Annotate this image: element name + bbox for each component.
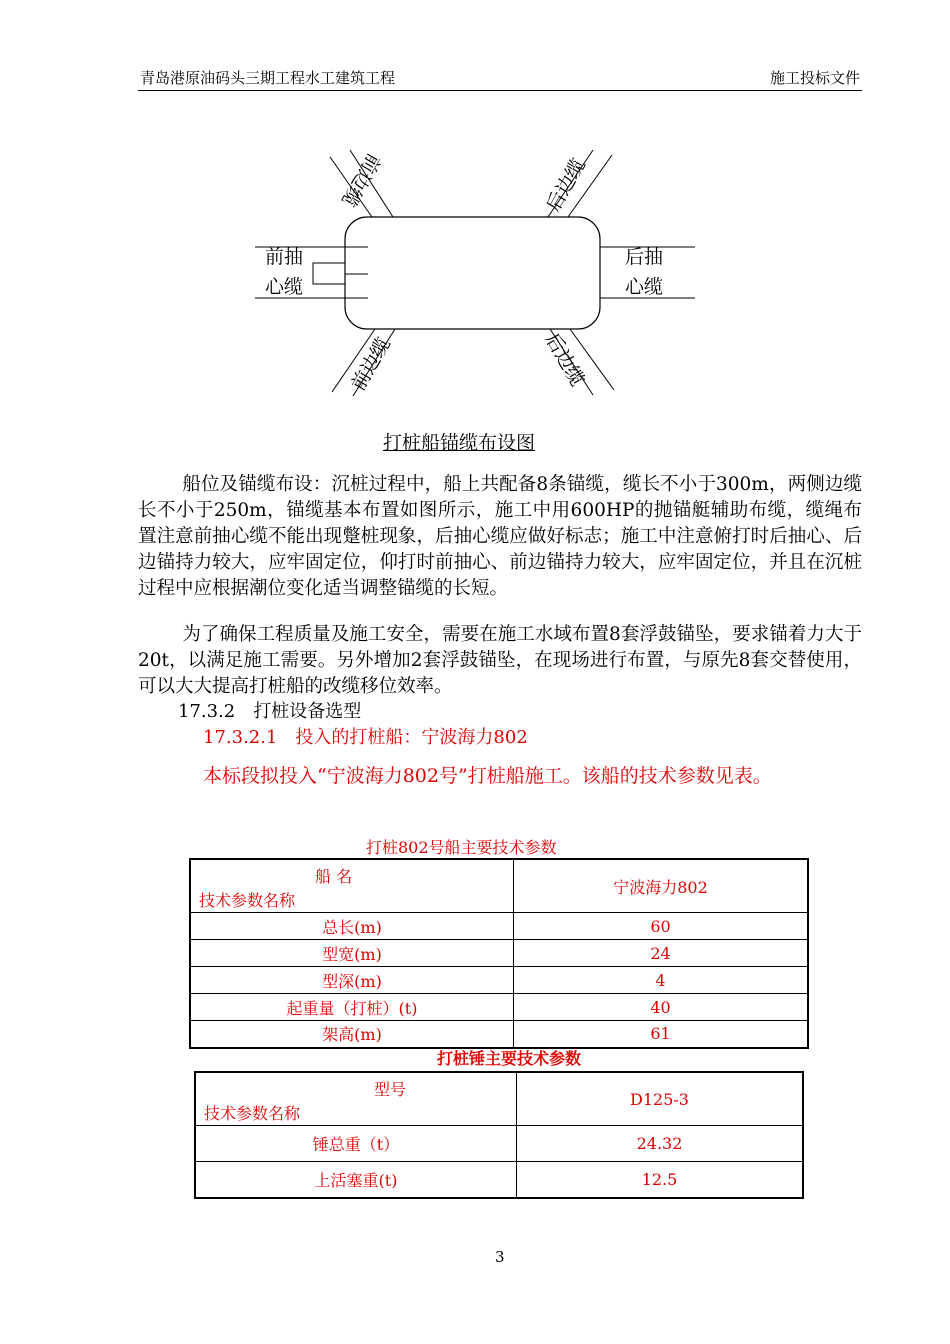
section-heading-equipment: 17.3.2 打桩设备选型 bbox=[178, 701, 362, 722]
table-row bbox=[190, 994, 808, 1021]
paragraph-buoy-anchors: 为了确保工程质量及施工安全，需要在施工水域布置8套浮鼓锚坠，要求锚着力大于20t，以满足施工需要。另外增加2套浮鼓锚坠，在现场进行布置，与原先8套交替使用，可以大大提高打桩船的改缆移位效率。 bbox=[138, 624, 862, 697]
param-value: 24 bbox=[514, 940, 809, 967]
label-front-side-bottom: 前边缆 bbox=[347, 334, 395, 395]
table-header-label-cell bbox=[190, 859, 514, 913]
label-rear-center-1: 后抽 bbox=[625, 246, 664, 268]
header-top-label: 型号 bbox=[374, 1080, 407, 1099]
param-name: 起重量（打桩）(t) bbox=[190, 994, 514, 1021]
table-header-label-cell bbox=[195, 1072, 517, 1126]
header-bottom-label: 技术参数名称 bbox=[204, 1104, 301, 1123]
table-header-row bbox=[190, 859, 808, 913]
table-row bbox=[190, 1021, 808, 1048]
table-header-row bbox=[195, 1072, 803, 1126]
label-rear-side-bottom: 后边缆 bbox=[540, 329, 589, 390]
label-rear-center-2: 心缆 bbox=[625, 276, 664, 298]
param-name: 总长(m) bbox=[190, 913, 514, 940]
label-rear-side-top: 后边缆 bbox=[542, 155, 590, 216]
param-value: 24.32 bbox=[517, 1126, 804, 1162]
param-name: 锤总重（t） bbox=[195, 1126, 517, 1162]
table-row bbox=[195, 1126, 803, 1162]
header-title: 青岛港原油码头三期工程水工建筑工程 bbox=[140, 69, 396, 87]
param-name: 型深(m) bbox=[190, 967, 514, 994]
param-value: 40 bbox=[514, 994, 809, 1021]
section-heading-pile-vessel: 17.3.2.1 投入的打桩船：宁波海力802 bbox=[203, 727, 528, 748]
page-number: 3 bbox=[495, 1248, 505, 1266]
param-value: 61 bbox=[514, 1021, 809, 1048]
param-name: 型宽(m) bbox=[190, 940, 514, 967]
vessel-body bbox=[345, 217, 600, 329]
table-row bbox=[190, 967, 808, 994]
table1-caption: 打桩802号船主要技术参数 bbox=[366, 838, 557, 857]
table-row bbox=[195, 1162, 803, 1198]
label-front-side-top: 前边缆 bbox=[337, 149, 385, 210]
header-value-cell: 宁波海力802 bbox=[514, 859, 809, 913]
front-center-cable-bridge bbox=[313, 263, 345, 284]
header-bottom-label: 技术参数名称 bbox=[199, 891, 296, 910]
table-row bbox=[190, 940, 808, 967]
param-name: 上活塞重(t) bbox=[195, 1162, 517, 1198]
param-value: 12.5 bbox=[517, 1162, 804, 1198]
paragraph-anchor-layout: 船位及锚缆布设：沉桩过程中，船上共配备8条锚缆，缆长不小于300m，两侧边缆长不小于250m，锚缆基本布置如图所示，施工中用600HP的抛锚艇辅助布缆，缆绳布置注意前抽心缆不能出现蹩桩现象，后抽心缆应做好标志；施工中注意俯打时后抽心、后边锚持力较大，应牢固定位，仰打时前抽心、前边锚持力较大，应牢固定位，并且在沉桩过程中应根据潮位变化适当调整锚缆的长短。 bbox=[138, 474, 862, 599]
table2-caption: 打桩锤主要技术参数 bbox=[437, 1049, 582, 1068]
hammer-spec-table bbox=[194, 1071, 804, 1199]
table-row bbox=[190, 913, 808, 940]
anchor-cable-diagram bbox=[0, 0, 950, 430]
section-vessel-intro: 本标段拟投入“宁波海力802号”打桩船施工。该船的技术参数见表。 bbox=[203, 765, 772, 787]
param-name: 架高(m) bbox=[190, 1021, 514, 1048]
header-doc-type: 施工投标文件 bbox=[769, 69, 860, 87]
figure-caption: 打桩船锚缆布设图 bbox=[383, 432, 536, 454]
label-front-center-1: 前抽 bbox=[265, 246, 304, 268]
param-value: 60 bbox=[514, 913, 809, 940]
header-value-cell: D125-3 bbox=[517, 1072, 804, 1126]
param-value: 4 bbox=[514, 967, 809, 994]
header-top-label: 船 名 bbox=[315, 867, 353, 886]
label-front-center-2: 心缆 bbox=[265, 276, 304, 298]
vessel-spec-table bbox=[189, 858, 809, 1049]
